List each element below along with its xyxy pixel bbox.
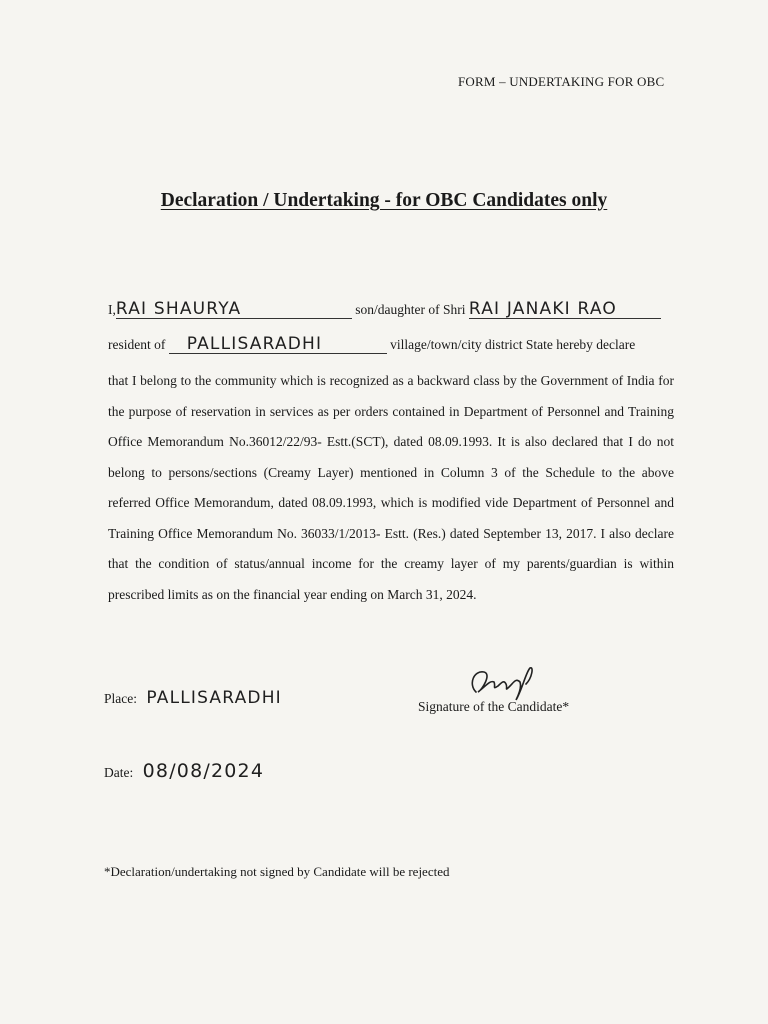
declaration-line-1 (108, 300, 661, 319)
prefix-i: I, (108, 302, 116, 317)
place-value: PALLISARADHI (146, 688, 282, 708)
residence-field: PALLISARADHI (169, 335, 387, 354)
village-suffix: village/town/city district State hereby declare (390, 337, 636, 352)
signature-mark (464, 662, 544, 704)
signature-label: Signature of the Candidate* (418, 699, 570, 714)
candidate-name-field: RAI SHAURYA (116, 300, 352, 319)
resident-of-label: resident of (108, 337, 166, 352)
form-tag: FORM – UNDERTAKING FOR OBC (458, 74, 665, 89)
page-title: Declaration / Undertaking - for OBC Candidates only (160, 190, 608, 211)
date-label: Date: (104, 765, 134, 780)
parent-name-field: RAI JANAKI RAO (469, 300, 661, 319)
declaration-paragraph: that I belong to the community which is recognized as a backward class by the Government of India for the purpose of reservation in services as per orders contained in Department of Personnel and Training Office Memorandum No.36012/22/93- Estt.(SCT), dated 08.09.1993. It is also declared that I do not belong to persons/sections (Creamy Layer) mentioned in Column 3 of the Schedule to the above referred Office Memorandum, dated 08.09.1993, which is modified vide Department of Personnel and Training Office Memorandum No. 36033/1/2013- Estt. (Res.) dated September 13, 2017. I also declare that the condition of status/annual income for the creamy layer of my parents/guardian is within prescribed limits as on the financial year ending on March 31, 2024. (108, 373, 674, 602)
footnote: *Declaration/undertaking not signed by Candidate will be rejected (104, 864, 450, 879)
declaration-line-2 (108, 335, 635, 354)
date-row (104, 760, 264, 782)
declaration-body (108, 366, 674, 610)
place-label: Place: (104, 691, 137, 706)
place-row (104, 688, 282, 708)
son-daughter-label: son/daughter of Shri (355, 302, 466, 317)
date-value: 08/08/2024 (142, 760, 265, 782)
